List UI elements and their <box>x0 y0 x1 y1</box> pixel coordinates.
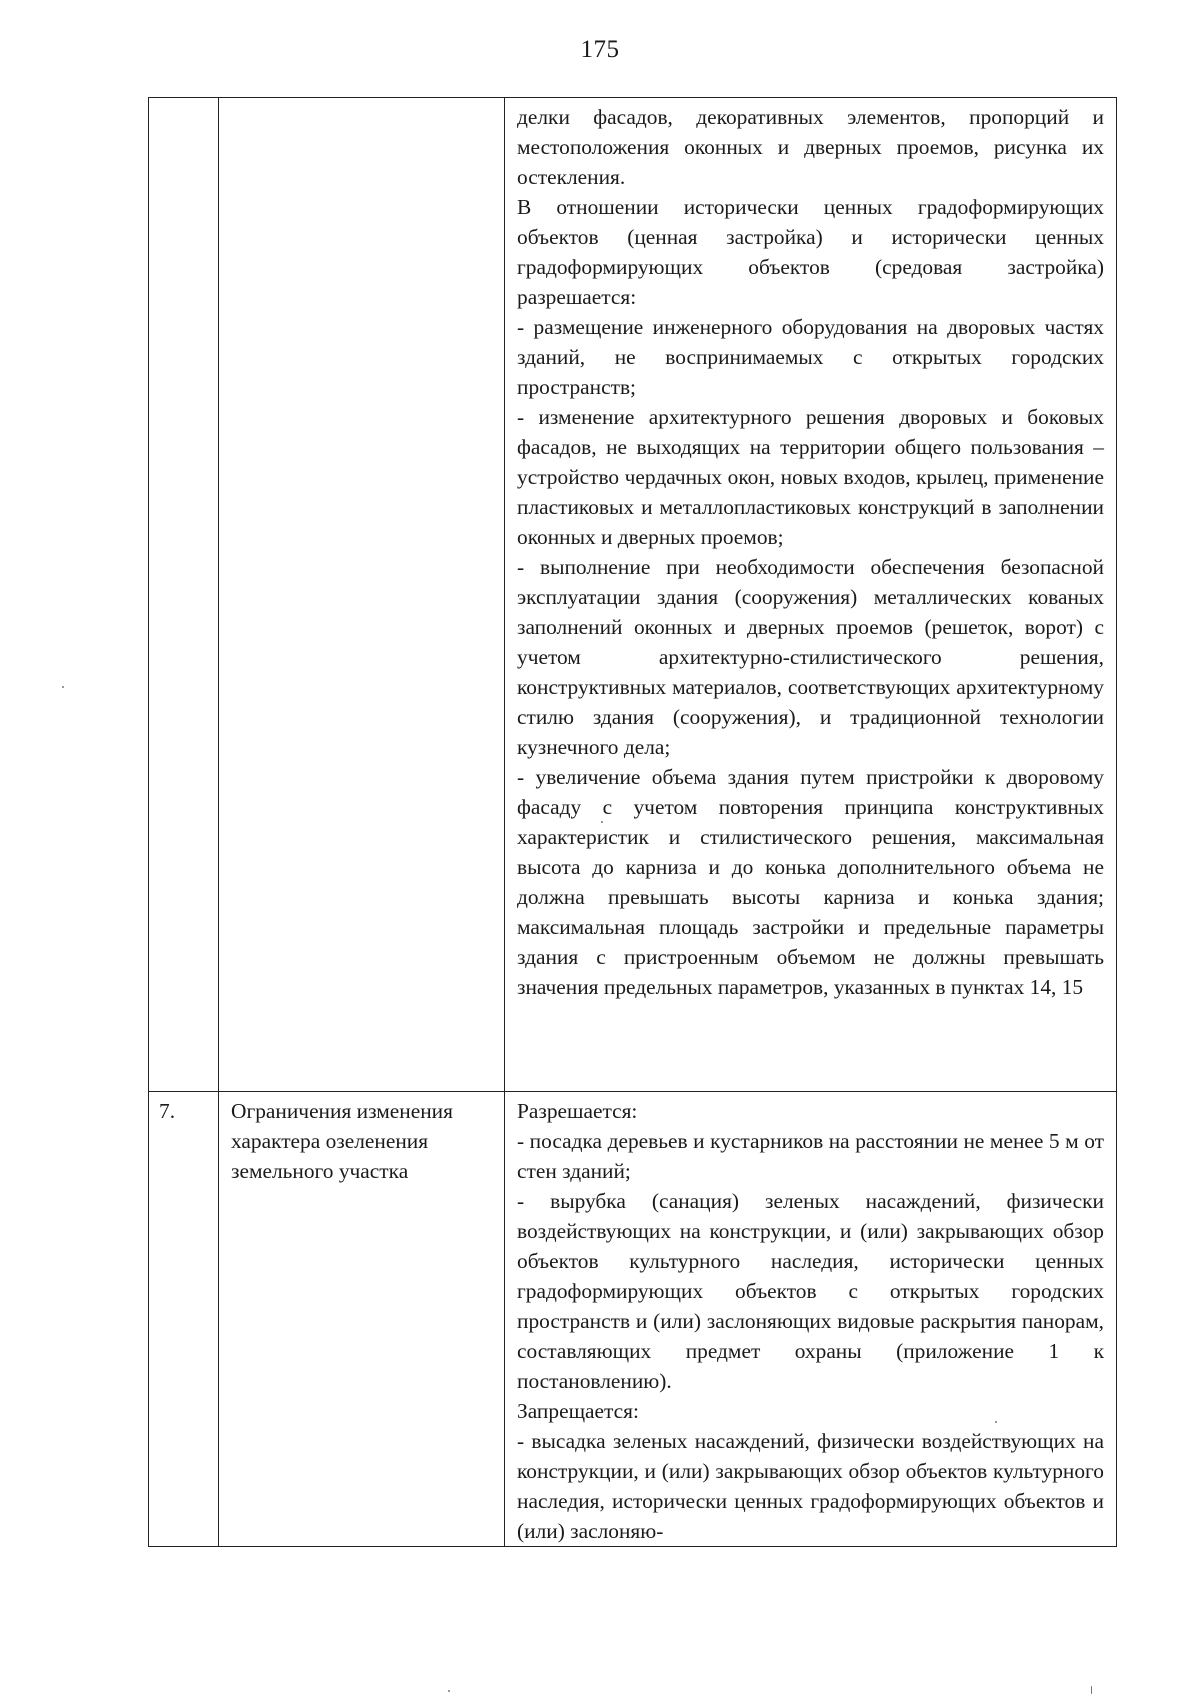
scan-speck <box>1091 1686 1092 1694</box>
content-paragraph: В отношении исторически ценных градоформирующих объектов (ценная застройка) и исторически ценных градоформирующих объектов (средовая застройка) разрешается: <box>517 195 1104 309</box>
scan-speck <box>995 1421 997 1423</box>
row-title-cell <box>219 1092 505 1547</box>
row-title-cell <box>219 98 505 1092</box>
table-row <box>149 1092 1117 1547</box>
content-paragraph: Запрещается: <box>517 1399 639 1423</box>
content-paragraph: делки фасадов, декоративных элементов, пропорций и местоположения оконных и дверных проемов, рисунка их остекления. <box>517 105 1104 189</box>
table-row <box>149 98 1117 1092</box>
row-number-cell <box>149 98 219 1092</box>
row-content-cell <box>505 98 1117 1092</box>
row-content-cell <box>505 1092 1117 1547</box>
content-paragraph: - увеличение объема здания путем пристройки к дворовому фасаду с учетом повторения принципа конструктивных характеристик и стилистического решения, максимальная высота до карниза и до конька дополнительного объема не должна превышать высоты карниза и конька здания; максимальная площадь застройки и предельные параметры здания с пристроенным объемом не должны превышать значения предельных параметров, указанных в пунктах 14, 15 <box>517 765 1104 999</box>
scan-speck <box>601 821 603 823</box>
content-paragraph: Разрешается: <box>517 1099 638 1123</box>
page-number: 175 <box>580 36 620 63</box>
content-paragraph: - высадка зеленых насаждений, физически воздействующих на конструкции, и (или) закрывающих обзор объектов культурного наследия, исторически ценных градоформирующих объектов и (или) заслоняю- <box>517 1429 1104 1543</box>
content-paragraph: - выполнение при необходимости обеспечения безопасной эксплуатации здания (сооружения) металлических кованых заполнений оконных и дверных проемов (решеток, ворот) с учетом архитектурно-стилистического решения, конструктивных материалов, соответствующих архитектурному стилю здания (сооружения), и традиционной технологии кузнечного дела; <box>517 555 1104 759</box>
content-paragraph: - размещение инженерного оборудования на дворовых частях зданий, не воспринимаемых с открытых городских пространств; <box>517 315 1104 399</box>
content-paragraph: - изменение архитектурного решения дворовых и боковых фасадов, не выходящих на территории общего пользования – устройство чердачных окон, новых входов, крылец, применение пластиковых и металлопластиковых конструкций в заполнении оконных и дверных проемов; <box>517 405 1104 549</box>
regulations-table <box>148 97 1117 1547</box>
content-paragraph: - посадка деревьев и кустарников на расстоянии не менее 5 м от стен зданий; <box>517 1129 1104 1183</box>
row-number-cell: 7. <box>149 1092 219 1547</box>
scan-speck <box>62 686 64 688</box>
row-title: Ограничения изменения характера озеленения земельного участка <box>231 1099 453 1183</box>
scan-speck <box>448 1690 450 1692</box>
content-paragraph: - вырубка (санация) зеленых насаждений, физически воздействующих на конструкции, и (или) закрывающих обзор объектов культурного наследия, исторически ценных градоформирующих объектов с открытых городских пространств и (или) заслоняющих видовые раскрытия панорам, составляющих предмет охраны (приложение 1 к постановлению). <box>517 1189 1104 1393</box>
